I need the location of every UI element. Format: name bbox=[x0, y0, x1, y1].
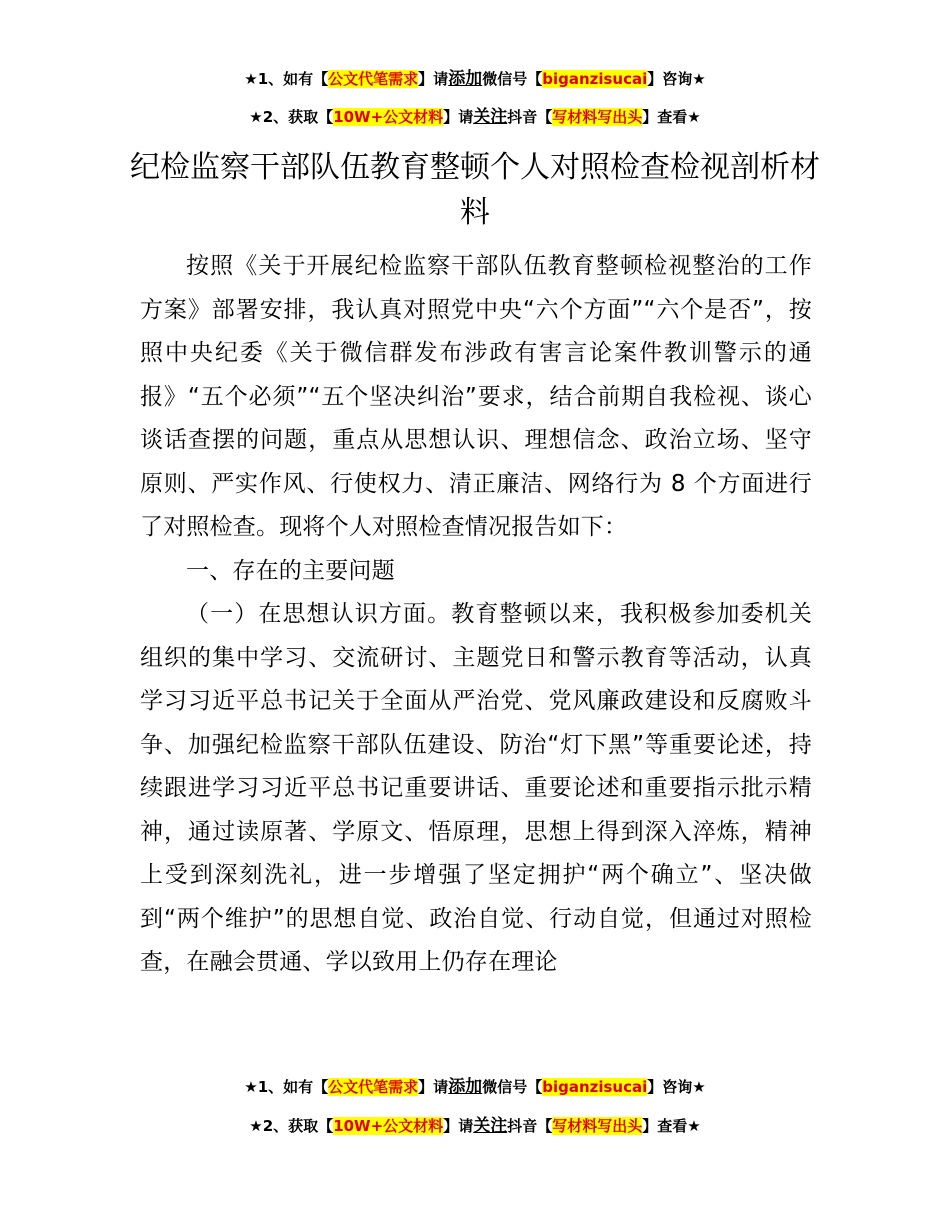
banner-text: ★2、获取【 bbox=[249, 1117, 334, 1135]
banner-text: 】请 bbox=[418, 1078, 449, 1096]
highlight-text: 公文代笔需求 bbox=[328, 1078, 419, 1096]
wechat-id-highlight: biganzisucai bbox=[542, 70, 648, 88]
highlight-text: 10W+公文材料 bbox=[333, 108, 444, 126]
document-title: 纪检监察干部队伍教育整顿个人对照检查检视剖析材料 bbox=[130, 150, 820, 230]
paragraph-thought: （一）在思想认识方面。教育整顿以来，我积极参加委机关组织的集中学习、交流研讨、主题党日和警示教育等活动，认真学习习近平总书记关于全面从严治党、党风廉政建设和反腐败斗争、加强纪检监察干部队伍建设、防治“灯下黑”等重要论述，持续跟进学习习近平总书记重要讲话、重要论述和重要指示批示精神，通过读原著、学原文、悟原理，思想上得到深入淬炼，精神上受到深刻洗礼，进一步增强了坚定拥护“两个确立”、坚决做到“两个维护”的思想自觉、政治自觉、行动自觉，但通过对照检查，在融会贯通、学以致用上仍存在理论 bbox=[140, 601, 812, 975]
banner-text: 】请 bbox=[443, 1117, 474, 1135]
banner-text: 】查看★ bbox=[642, 108, 701, 126]
banner-text: 】咨询★ bbox=[647, 1078, 706, 1096]
banner-text: 】查看★ bbox=[642, 1117, 701, 1135]
banner-text: 抖音【 bbox=[507, 108, 553, 126]
banner-text: 】请 bbox=[443, 108, 474, 126]
paragraph-intro: 按照《关于开展纪检监察干部队伍教育整顿检视整治的工作方案》部署安排，我认真对照党中央“六个方面”“六个是否”，按照中央纪委《关于微信群发布涉政有害言论案件教训警示的通报》“五个必须”“五个坚决纠治”要求，结合前期自我检视、谈心谈话查摆的问题，重点从思想认识、理想信念、政治立场、坚守原则、严实作风、行使权力、清正廉洁、网络行为 8 个方面进行了对照检查。现将个人对照检查情况报告如下： bbox=[140, 253, 812, 540]
banner-text: 抖音【 bbox=[507, 1117, 553, 1135]
footer-banner-line-2 bbox=[0, 1115, 950, 1137]
banner-text: 微信号【 bbox=[482, 1078, 543, 1096]
highlight-text: 公文代笔需求 bbox=[328, 70, 419, 88]
document-body bbox=[140, 245, 812, 985]
underlined-text: 添加 bbox=[448, 1077, 483, 1097]
header-banner-line-2 bbox=[0, 106, 950, 128]
header-banner-line-1 bbox=[0, 68, 950, 90]
highlight-text: 10W+公文材料 bbox=[333, 1117, 444, 1135]
banner-text: 】请 bbox=[418, 70, 449, 88]
banner-text: ★1、如有【 bbox=[244, 70, 329, 88]
underlined-text: 添加 bbox=[448, 69, 483, 89]
footer-banner-line-1 bbox=[0, 1076, 950, 1098]
douyin-account-highlight: 写材料写出头 bbox=[552, 1117, 643, 1135]
douyin-account-highlight: 写材料写出头 bbox=[552, 108, 643, 126]
banner-text: 微信号【 bbox=[482, 70, 543, 88]
underlined-text: 关注 bbox=[473, 107, 508, 127]
banner-text: 】咨询★ bbox=[647, 70, 706, 88]
wechat-id-highlight: biganzisucai bbox=[542, 1078, 648, 1096]
underlined-text: 关注 bbox=[473, 1116, 508, 1136]
banner-text: ★1、如有【 bbox=[244, 1078, 329, 1096]
section-heading: 一、存在的主要问题 bbox=[186, 557, 395, 584]
banner-text: ★2、获取【 bbox=[249, 108, 334, 126]
